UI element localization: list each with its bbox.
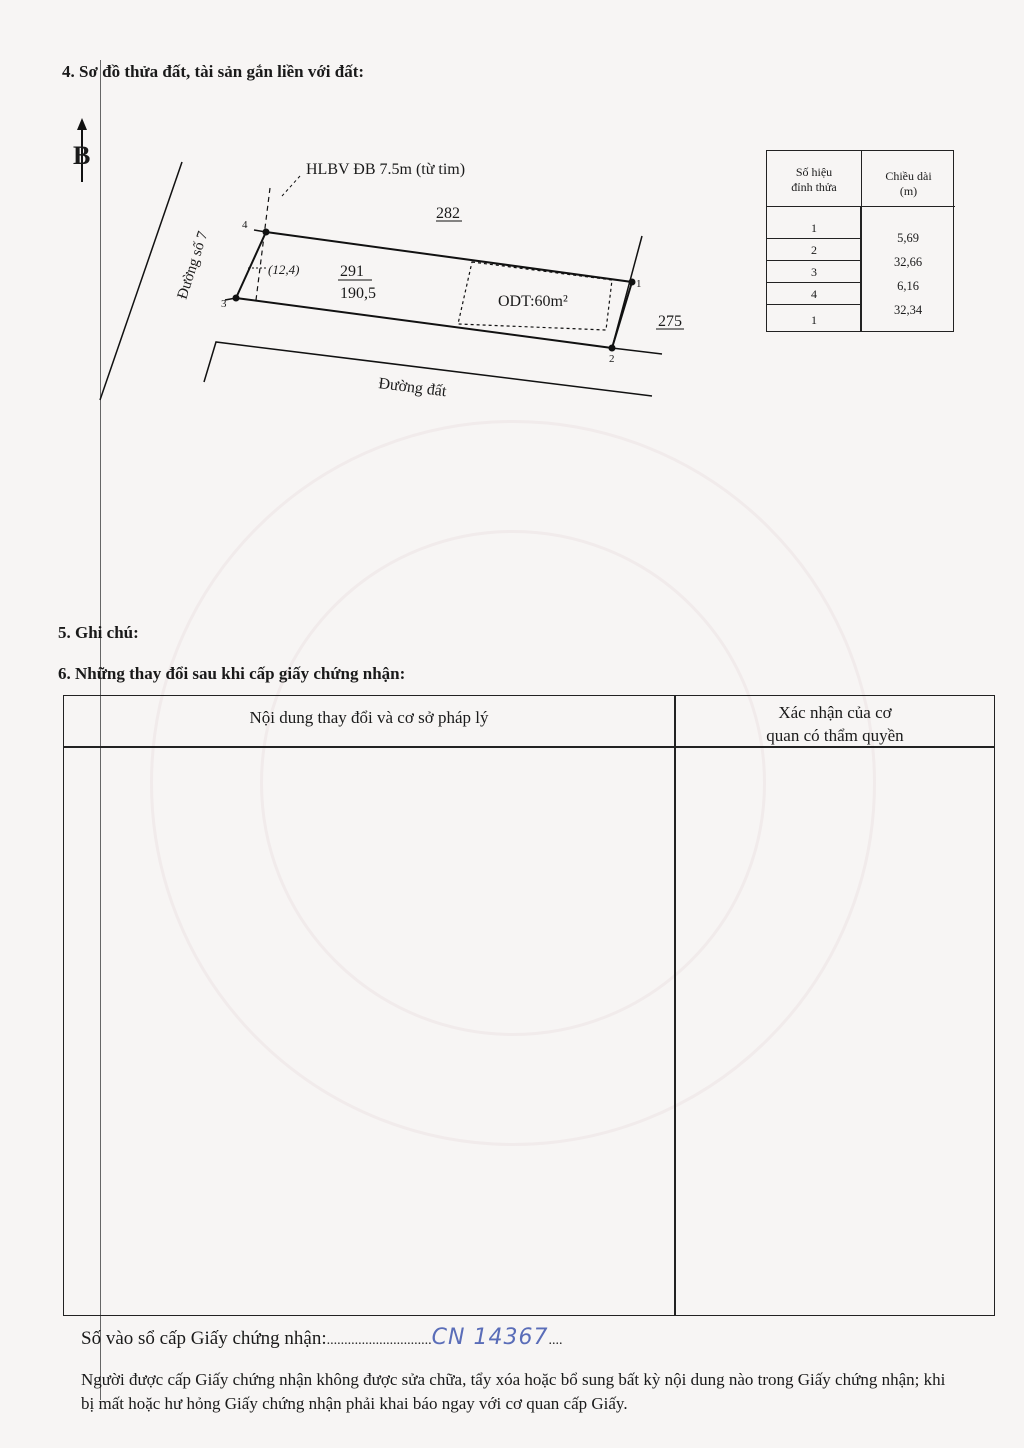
vertex-4: 4 — [242, 219, 248, 231]
footer-note: Người được cấp Giấy chứng nhận không được sửa chữa, tẩy xóa hoặc bổ sung bất kỳ nội dung nào trong Giấy chứng nhận; khi bị mất hoặc hư hỏng Giấy chứng nhận phải khai báo ngay với cơ quan cấp Giấy. — [81, 1370, 946, 1413]
length-value: 6,16 — [897, 279, 919, 293]
parcel-ext-right — [612, 236, 642, 348]
table-row: 4 — [767, 283, 861, 305]
vertex-2: 2 — [609, 353, 615, 365]
parcel-number: 291 — [340, 263, 364, 280]
land-parcel-diagram — [0, 110, 760, 420]
registration-label: Số vào sổ cấp Giấy chứng nhận: — [81, 1328, 327, 1349]
table-row: 3 — [767, 261, 861, 283]
changes-col-content: Nội dung thay đổi và cơ sở pháp lý — [249, 708, 489, 727]
changes-col-confirmation: Xác nhận của cơ quan có thẩm quyền — [766, 703, 904, 745]
road-line-left — [100, 162, 182, 400]
length-value: 32,66 — [893, 255, 923, 269]
parcel-area: 190,5 — [340, 285, 376, 302]
north-label: B — [73, 141, 91, 170]
parcel-boundary — [236, 232, 632, 348]
table-row: 2 — [767, 239, 861, 261]
road-label-left: Đường số 7 — [174, 229, 212, 302]
table-row: 1 — [767, 217, 861, 239]
section-4-title: 4. Sơ đồ thửa đất, tài sản gắn liền với đất: — [62, 62, 365, 81]
parcel-top-number: 282 — [436, 205, 460, 222]
parcel-ext-bottom — [612, 348, 662, 354]
length-value: 32,34 — [893, 303, 923, 317]
hlbv-dashed-line — [256, 188, 270, 300]
hlbv-leader — [282, 176, 300, 196]
registration-number: CN 14367 — [431, 1325, 549, 1350]
table-header-vertex: Số hiệu đỉnh thửa — [767, 151, 862, 207]
table-header-length: Chiều dài (m) — [862, 151, 955, 207]
section-6-title: 6. Những thay đổi sau khi cấp giấy chứng nhận: — [58, 664, 406, 683]
hlbv-label: HLBV ĐB 7.5m (từ tim) — [306, 161, 466, 178]
vertex-1: 1 — [636, 278, 642, 290]
registration-line: Số vào sổ cấp Giấy chứng nhận:..............................CN 14367.... — [81, 1325, 563, 1350]
odt-label: ODT:60m² — [498, 293, 568, 310]
dimension-left: (12,4) — [268, 262, 300, 277]
vertex-length-table — [766, 150, 954, 332]
vertex-3: 3 — [221, 298, 227, 310]
changes-table — [63, 695, 995, 1316]
section-5-title: 5. Ghi chú: — [58, 623, 139, 642]
parcel-right-number: 275 — [658, 313, 682, 330]
road-label-bottom: Đường đất — [377, 375, 448, 401]
table-row: 1 — [811, 313, 817, 327]
length-value: 5,69 — [897, 231, 919, 245]
